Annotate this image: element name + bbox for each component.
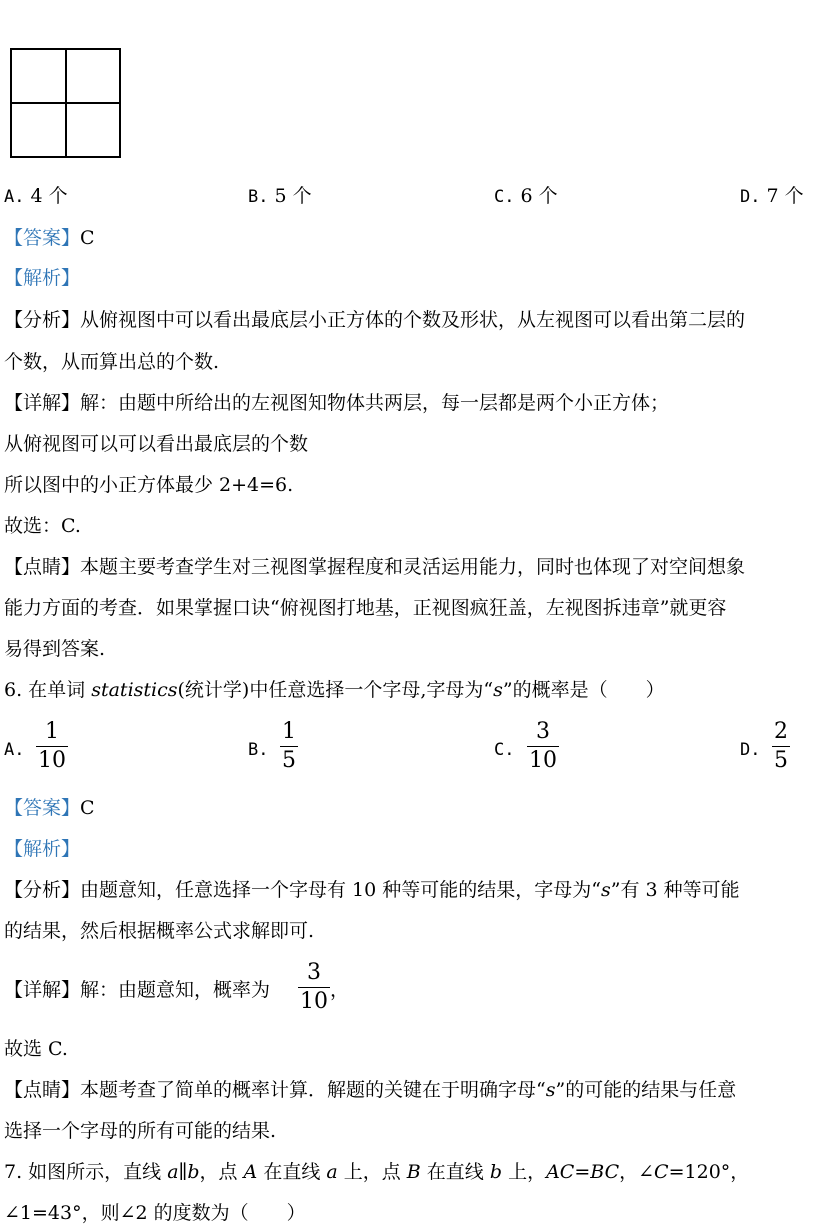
q5-dianjing: 【点睛】本题主要考查学生对三视图掌握程度和灵活运用能力，同时也体现了对空间想象 — [4, 556, 746, 578]
q5-answer: 【答案】C — [4, 227, 95, 249]
q6-analysis-heading: 【解析】 — [4, 838, 81, 860]
q5-choose: 故选：C. — [4, 515, 81, 537]
q5-fenxi: 【分析】从俯视图中可以看出最底层小正方体的个数及形状，从左视图可以看出第二层的 — [4, 309, 746, 331]
q6-dianjing: 【点睛】本题考查了简单的概率计算．解题的关键在于明确字母“s”的可能的结果与任意 — [4, 1079, 737, 1101]
q5-option-d: D. 7 个 — [740, 185, 804, 207]
q5-xiangjie-line-3: 所以图中的小正方体最少 2+4=6. — [4, 474, 294, 496]
q6-dianjing-cont: 选择一个字母的所有可能的结果. — [4, 1120, 277, 1142]
q7-stem-line-1: 7. 如图所示，直线 a∥b，点 A 在直线 a 上，点 B 在直线 b 上，AC=BC，∠C=120°， — [4, 1161, 750, 1183]
q5-option-b: B. 5 个 — [248, 185, 312, 207]
q6-xiangjie-comma: ， — [330, 979, 350, 1001]
q6-option-a-label: A. — [4, 740, 25, 760]
q5-option-c: C. 6 个 — [494, 185, 558, 207]
q6-option-d-label: D. — [740, 740, 761, 760]
q6-stem: 6. 在单词 statistics(统计学)中任意选择一个字母,字母为“s”的概率是（ ） — [4, 679, 665, 701]
q6-option-b-label: B. — [248, 740, 269, 760]
q6-answer: 【答案】C — [4, 797, 95, 819]
q6-option-b-fraction: 1 5 — [282, 719, 296, 773]
q6-choose: 故选 C. — [4, 1038, 68, 1060]
q7-stem-line-2: ∠1=43°，则∠2 的度数为（ ） — [4, 1202, 306, 1224]
top-view-grid-figure — [10, 48, 122, 160]
q6-option-c-label: C. — [494, 740, 515, 760]
q6-xiangjie-fraction: 3 10 — [300, 960, 328, 1014]
q5-dianjing-cont-2: 易得到答案. — [4, 638, 106, 660]
q6-fenxi: 【分析】由题意知，任意选择一个字母有 10 种等可能的结果，字母为“s”有 3 种等可能 — [4, 879, 740, 901]
q5-xiangjie-line-2: 从俯视图可以可以看出最底层的个数 — [4, 433, 309, 455]
q6-option-d-fraction: 2 5 — [774, 719, 788, 773]
q5-dianjing-cont-1: 能力方面的考查．如果掌握口诀“俯视图打地基，正视图疯狂盖，左视图拆违章”就更容 — [4, 597, 727, 619]
q5-fenxi-cont: 个数，从而算出总的个数. — [4, 351, 220, 373]
q5-xiangjie: 【详解】解：由题中所给出的左视图知物体共两层，每一层都是两个小正方体； — [4, 392, 670, 414]
q6-option-c-fraction: 3 10 — [529, 719, 557, 773]
q6-xiangjie: 【详解】解：由题意知，概率为 — [4, 979, 271, 1001]
q5-option-a: A. 4 个 — [4, 185, 68, 207]
q6-fenxi-cont: 的结果，然后根据概率公式求解即可. — [4, 920, 315, 942]
q5-analysis-heading: 【解析】 — [4, 267, 81, 289]
q6-option-a-fraction: 1 10 — [38, 719, 66, 773]
